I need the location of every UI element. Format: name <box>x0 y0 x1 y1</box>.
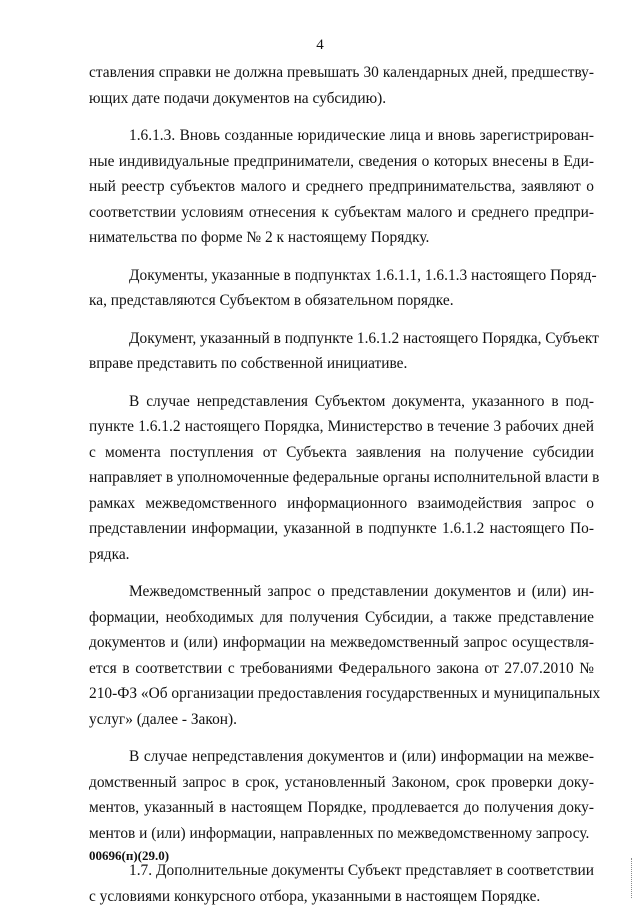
paragraph <box>89 744 594 846</box>
page-number: 4 <box>0 37 640 54</box>
text-line: В случае непредставления Субъектом документа, указанного в под- <box>89 389 594 415</box>
paragraph <box>89 60 594 111</box>
paragraph <box>89 123 594 251</box>
margin-scan-mark <box>631 858 638 898</box>
text-line: соответствии условиям отнесения к субъектам малого и среднего предпри- <box>89 200 594 226</box>
text-line: ный реестр субъектов малого и среднего предпринимательства, заявляют о <box>89 174 594 200</box>
document-code: 00696(п)(29.0) <box>89 848 169 864</box>
paragraph <box>89 263 594 314</box>
text-line: Документ, указанный в подпункте 1.6.1.2 настоящего Порядка, Субъект <box>89 326 594 352</box>
text-line: ется в соответствии с требованиями Федерального закона от 27.07.2010 № <box>89 656 594 682</box>
paragraph <box>89 389 594 568</box>
text-line: ментов, указанный в настоящем Порядке, продлевается до получения доку- <box>89 795 594 821</box>
text-line: услуг» (далее - Закон). <box>89 707 594 733</box>
text-line: 1.6.1.3. Вновь созданные юридические лица и вновь зарегистрирован- <box>89 123 594 149</box>
text-line: нимательства по форме № 2 к настоящему Порядку. <box>89 225 594 251</box>
text-line: вправе представить по собственной инициативе. <box>89 351 594 377</box>
text-line: рамках межведомственного информационного взаимодействия запрос о <box>89 491 594 517</box>
text-line: ментов и (или) информации, направленных по межведомственному запросу. <box>89 821 594 847</box>
text-line: домственный запрос в срок, установленный Законом, срок проверки доку- <box>89 770 594 796</box>
document-body <box>89 60 594 909</box>
text-line: направляет в уполномоченные федеральные органы исполнительной власти в <box>89 465 594 491</box>
text-line: ка, представляются Субъектом в обязательном порядке. <box>89 288 594 314</box>
text-line: В случае непредставления документов и (или) информации на межве- <box>89 744 594 770</box>
text-line: представлении информации, указанной в подпункте 1.6.1.2 настоящего По- <box>89 516 594 542</box>
text-line: с момента поступления от Субъекта заявления на получение субсидии <box>89 440 594 466</box>
text-line: формации, необходимых для получения Субсидии, а также представление <box>89 605 594 631</box>
text-line: ющих дате подачи документов на субсидию). <box>89 86 594 112</box>
text-line: Межведомственный запрос о представлении документов и (или) ин- <box>89 579 594 605</box>
text-line: 210-ФЗ «Об организации предоставления государственных и муниципальных <box>89 681 594 707</box>
text-line: ные индивидуальные предприниматели, сведения о которых внесены в Еди- <box>89 149 594 175</box>
text-line: ставления справки не должна превышать 30 календарных дней, предшеству- <box>89 60 594 86</box>
text-line: с условиями конкурсного отбора, указанными в настоящем Порядке. <box>89 884 594 909</box>
paragraph <box>89 858 594 909</box>
text-line: пункте 1.6.1.2 настоящего Порядка, Министерство в течение 3 рабочих дней <box>89 414 594 440</box>
text-line: рядка. <box>89 542 594 568</box>
text-line: Документы, указанные в подпунктах 1.6.1.1, 1.6.1.3 настоящего Поряд- <box>89 263 594 289</box>
paragraph <box>89 326 594 377</box>
text-line: документов и (или) информации на межведомственный запрос осуществля- <box>89 630 594 656</box>
text-line: 1.7. Дополнительные документы Субъект представляет в соответствии <box>89 858 594 884</box>
paragraph <box>89 579 594 732</box>
